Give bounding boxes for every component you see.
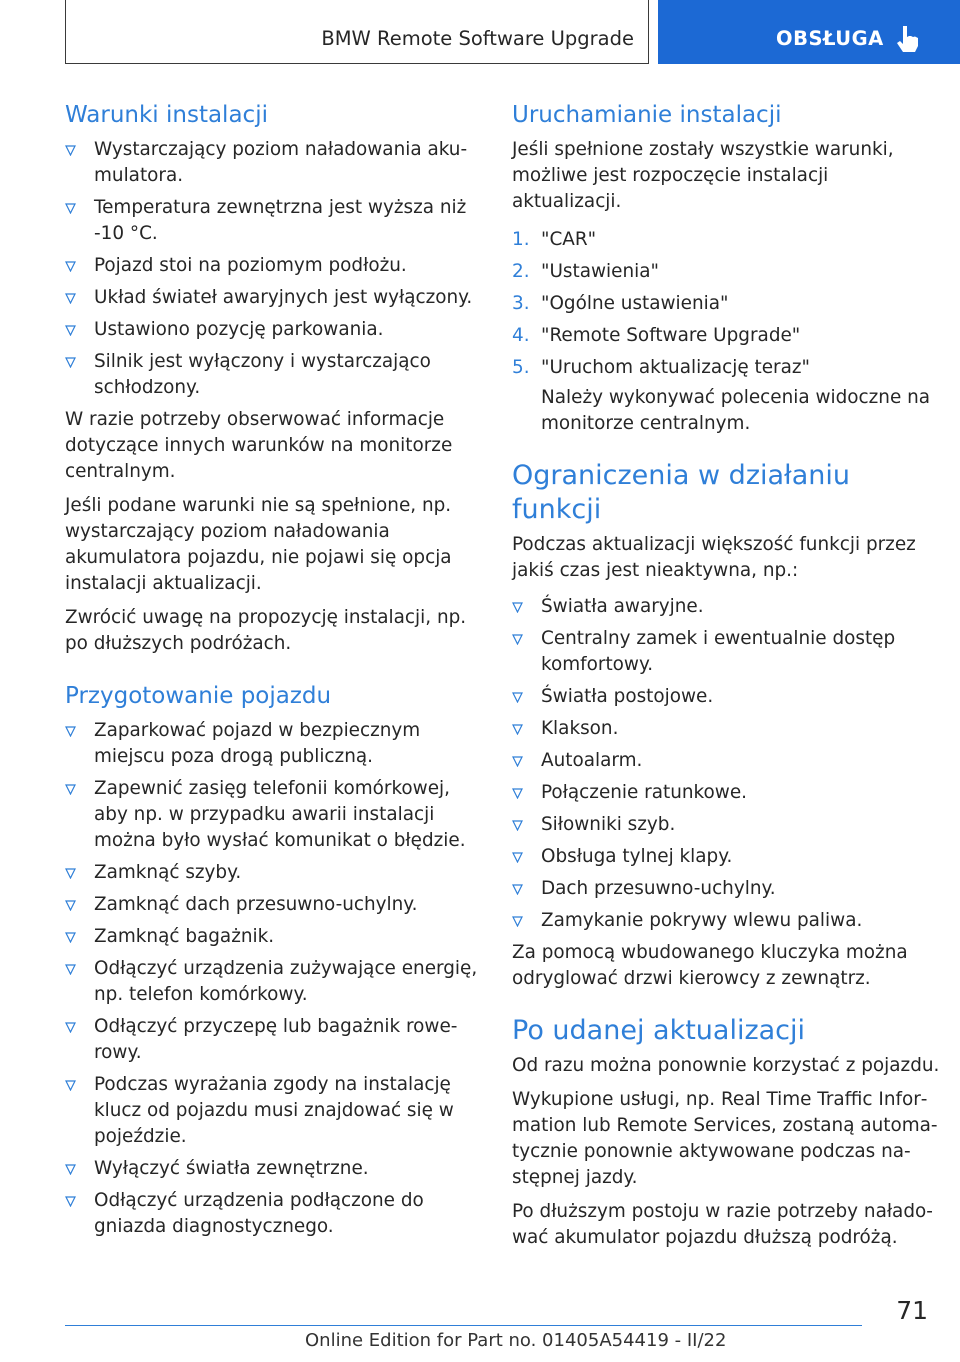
triangle-bullet-icon	[65, 1080, 76, 1091]
list-item: Zamykanie pokrywy wlewu paliwa.	[512, 908, 942, 934]
section-tab-label: OBSŁUGA	[776, 27, 884, 50]
list-item: Światła awaryjne.	[512, 594, 942, 620]
list-item: Obsługa tylnej klapy.	[512, 844, 942, 870]
triangle-bullet-icon	[512, 756, 523, 767]
list-item: Pojazd stoi na poziomym podłożu.	[65, 253, 480, 279]
step-number: 1.	[512, 229, 530, 250]
triangle-bullet-icon	[65, 868, 76, 879]
list-item: Siłowniki szyb.	[512, 812, 942, 838]
paragraph: Zwrócić uwagę na propozycję instalacji, np. po dłuższych podróżach.	[65, 607, 467, 654]
step-number: 3.	[512, 293, 530, 314]
step-item: 1. "CAR"	[512, 227, 942, 253]
triangle-bullet-icon	[65, 261, 76, 272]
hand-pointer-icon	[891, 22, 925, 56]
list-item: Autoalarm.	[512, 748, 942, 774]
paragraph: Po dłuższym postoju w razie potrzeby naładować akumulator pojazdu dłuższą podróżą.	[512, 1201, 933, 1248]
list-item: Klakson.	[512, 716, 942, 742]
paragraph: Podczas aktualizacji większość funkcji przez jakiś czas jest nieaktywna, np.:	[512, 534, 916, 581]
list-item: Odłączyć przyczepę lub bagażnik rowerowy.	[65, 1014, 480, 1066]
installation-steps-list	[512, 227, 942, 381]
paragraph: Jeśli spełnione zostały wszystkie warunki, możliwe jest rozpoczęcie instalacji aktualizacji.	[512, 139, 894, 212]
heading-warunki-instalacji: Warunki instalacji	[65, 102, 268, 128]
paragraph: Za pomocą wbudowanego kluczyka można odryglować drzwi kierowcy z zewnątrz.	[512, 942, 908, 989]
step-number: 4.	[512, 325, 530, 346]
footer-edition: Online Edition for Part no. 01405A54419 - II/22	[305, 1330, 727, 1351]
limited-functions-list	[512, 594, 942, 934]
paragraph: Jeśli podane warunki nie są spełnione, np. wystarczający poziom naładowania akumulatora pojazdu, nie pojawi się opcja instalacji aktualizacji.	[65, 495, 452, 594]
triangle-bullet-icon	[65, 325, 76, 336]
triangle-bullet-icon	[512, 634, 523, 645]
list-item: Wyłączyć światła zewnętrzne.	[65, 1156, 480, 1182]
header-title: BMW Remote Software Upgrade	[321, 27, 634, 50]
installation-conditions-list	[65, 137, 480, 401]
triangle-bullet-icon	[65, 293, 76, 304]
triangle-bullet-icon	[512, 692, 523, 703]
heading-uruchamianie-instalacji: Uruchamianie instalacji	[512, 102, 782, 128]
paragraph: W razie potrzeby obserwować informacje dotyczące innych warunków na monitorze centralnym.	[65, 409, 453, 482]
triangle-bullet-icon	[512, 916, 523, 927]
step-item: 2. "Ustawienia"	[512, 259, 942, 285]
list-item: Zapewnić zasięg telefonii komórkowej, aby np. w przypadku awarii instalacji można było wysłać komunikat o błędzie.	[65, 776, 480, 854]
step-item: 5. "Uruchom aktualizację teraz"	[512, 355, 942, 381]
list-item: Światła postojowe.	[512, 684, 942, 710]
paragraph: Od razu można ponownie korzystać z pojazdu.	[512, 1055, 940, 1076]
list-item: Wystarczający poziom naładowania akumulatora.	[65, 137, 480, 189]
list-item: Dach przesuwno-uchylny.	[512, 876, 942, 902]
triangle-bullet-icon	[512, 788, 523, 799]
triangle-bullet-icon	[65, 145, 76, 156]
triangle-bullet-icon	[512, 852, 523, 863]
triangle-bullet-icon	[65, 203, 76, 214]
step-note: Należy wykonywać polecenia widoczne na monitorze centralnym.	[541, 387, 931, 434]
triangle-bullet-icon	[65, 1164, 76, 1175]
step-item: 4. "Remote Software Upgrade"	[512, 323, 942, 349]
step-item: 3. "Ogólne ustawienia"	[512, 291, 942, 317]
left-column	[65, 100, 480, 1246]
page-number: 71	[896, 1296, 928, 1325]
list-item: Centralny zamek i ewentualnie dostęp komfortowy.	[512, 626, 942, 678]
step-number: 5.	[512, 357, 530, 378]
list-item: Zamknąć bagażnik.	[65, 924, 480, 950]
triangle-bullet-icon	[512, 820, 523, 831]
triangle-bullet-icon	[65, 900, 76, 911]
list-item: Odłączyć urządzenia podłączone do gniazda diagnostycznego.	[65, 1188, 480, 1240]
heading-ograniczenia: Ograniczenia w działaniu funkcji	[512, 460, 850, 525]
list-item: Zaparkować pojazd w bezpiecznym miejscu poza drogą publiczną.	[65, 718, 480, 770]
heading-po-udanej-aktualizacji: Po udanej aktualizacji	[512, 1015, 806, 1046]
triangle-bullet-icon	[65, 726, 76, 737]
list-item: Silnik jest wyłączony i wystarczająco schłodzony.	[65, 349, 480, 401]
list-item: Zamknąć szyby.	[65, 860, 480, 886]
list-item: Podczas wyrażania zgody na instalację klucz od pojazdu musi znajdować się w pojeździe.	[65, 1072, 480, 1150]
list-item: Temperatura zewnętrzna jest wyższa niż -10 °C.	[65, 195, 480, 247]
triangle-bullet-icon	[65, 964, 76, 975]
triangle-bullet-icon	[65, 784, 76, 795]
list-item: Zamknąć dach przesuwno-uchylny.	[65, 892, 480, 918]
list-item: Odłączyć urządzenia zużywające energię, np. telefon komórkowy.	[65, 956, 480, 1008]
vehicle-preparation-list	[65, 718, 480, 1240]
right-column	[512, 100, 942, 1251]
triangle-bullet-icon	[512, 602, 523, 613]
section-tab[interactable]	[658, 0, 960, 64]
triangle-bullet-icon	[65, 357, 76, 368]
triangle-bullet-icon	[512, 884, 523, 895]
heading-przygotowanie-pojazdu: Przygotowanie pojazdu	[65, 683, 332, 709]
list-item: Układ świateł awaryjnych jest wyłączony.	[65, 285, 480, 311]
triangle-bullet-icon	[65, 1196, 76, 1207]
list-item: Ustawiono pozycję parkowania.	[65, 317, 480, 343]
triangle-bullet-icon	[65, 1022, 76, 1033]
footer-divider	[65, 1325, 862, 1326]
paragraph: Wykupione usługi, np. Real Time Traffic Information lub Remote Services, zostaną automatycznie ponownie aktywowane podczas następnej jazdy.	[512, 1089, 938, 1188]
list-item: Połączenie ratunkowe.	[512, 780, 942, 806]
triangle-bullet-icon	[512, 724, 523, 735]
header-title-box	[65, 0, 649, 64]
step-number: 2.	[512, 261, 530, 282]
triangle-bullet-icon	[65, 932, 76, 943]
